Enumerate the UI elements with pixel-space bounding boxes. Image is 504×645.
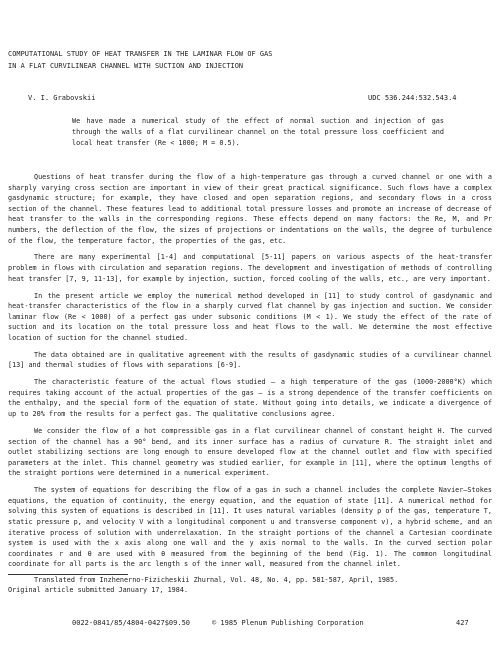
body-text <box>8 172 492 576</box>
paragraph-4: The data obtained are in qualitative agreement with the results of gasdynamic studies of a curvilinear channel [13] and thermal studies of flows with separations [6-9]. <box>8 350 492 370</box>
paragraph-7: The system of equations for describing the flow of a gas in such a channel includes the complete Navier–Stokes equations, the equation of continuity, the energy equation, and the equation of state [11]. A numerical method for solving this system of equations is described in [11]. It uses natural variables (density ρ of the gas, temperature T, static pressure p, and velocity V with a longitudinal component u and transverse component v), a hybrid scheme, and an iterative process of solution with underrelaxation. In the straight portions of the channel a Cartesian coordinate system is used with the x axis along one wall and the y axis normal to the walls. In the curved section polar coordinates r and θ are used with θ measured from the beginning of the bend (Fig. 1). The common longitudinal coordinate for all parts is the arc length s of the inner wall, measured from the channel inlet. <box>8 486 492 569</box>
footnote-line-1: Translated from Inzhenerno-Fizicheskii Zhurnal, Vol. 48, No. 4, pp. 581-587, April, 1985. <box>34 576 399 584</box>
page-number: 427 <box>456 619 469 627</box>
copyright-notice: © 1985 Plenum Publishing Corporation <box>212 619 364 627</box>
journal-code: 0022-0841/85/4804-0427$09.50 <box>72 619 191 627</box>
paper-title <box>8 48 488 72</box>
udc-code: UDC 536.244:532.543.4 <box>368 94 457 102</box>
title-line-2: IN A FLAT CURVILINEAR CHANNEL WITH SUCTION AND INJECTION <box>8 62 244 70</box>
footnote <box>8 575 496 595</box>
paragraph-2: There are many experimental [1-4] and computational [5-11] papers on various aspects of the heat-transfer problem in flows with circulation and separation regions. The development and investigation of methods of controlling heat transfer [7, 9, 11-13], for example by injection, suction, forced cooling of the walls, etc., are very important. <box>8 253 492 283</box>
paragraph-5: The characteristic feature of the actual flows studied — a high temperature of the gas (1000-2000°K) which requires taking account of the actual properties of the gas — is a strong dependence of the transfer coefficients on the enthalpy, and the special form of the equation of state. Without going into details, we indicate a divergence of up to 20% from the results for a perfect gas. The qualitative conclusions agree. <box>8 378 492 419</box>
abstract: We have made a numerical study of the effect of normal suction and injection of gas through the walls of a flat curvilinear channel on the total pressure loss coefficient and local heat transfer (Re < 1000; M = 0.5). <box>72 117 444 148</box>
paragraph-1: Questions of heat transfer during the flow of a high-temperature gas through a curved channel or one with a sharply varying cross section are important in view of their great practical significance. Such flows have a complex gasdynamic structure; for example, they have closed and open separation regions, and secondary flows in a cross section of the channel. These features lead to additional total pressure losses and promote an increase of decrease of heat transfer to the walls in the corresponding regions. These effects depend on many factors: the Re, M, and Pr numbers, the deflection of the flow, the sizes of projections or indentations on the walls, the degree of turbulence of the flow, the temperature factor, the properties of the gas, etc. <box>8 173 492 245</box>
paragraph-3: In the present article we employ the numerical method developed in [11] to study control of gasdynamic and heat-transfer characteristics of the flow in a sharply curved flat channel by gas injection and suction. We consider laminar flow (Re < 1000) of a perfect gas under subsonic conditions (M < 1). We study the effect of the rate of suction and its location on the total pressure loss and heat flows to the wall. We determine the most effective location of suction for the channel studied. <box>8 291 492 342</box>
paragraph-6: We consider the flow of a hot compressible gas in a flat curvilinear channel of constant height H. The curved section of the channel has a 90° bend, and its inner surface has a radius of curvature R. The straight inlet and outlet stabilizing sections are long enough to ensure developed flow at the channel outlet and flow with specified parameters at the inlet. This channel geometry was studied earlier, for example in [11], where the optimum lengths of the straight portions were determined in a numerical experiment. <box>8 426 492 478</box>
title-line-1: COMPUTATIONAL STUDY OF HEAT TRANSFER IN THE LAMINAR FLOW OF GAS <box>8 50 273 58</box>
footnote-line-2: Original article submitted January 17, 1984. <box>8 586 189 595</box>
author-name: V. I. Grabovskii <box>28 94 96 102</box>
